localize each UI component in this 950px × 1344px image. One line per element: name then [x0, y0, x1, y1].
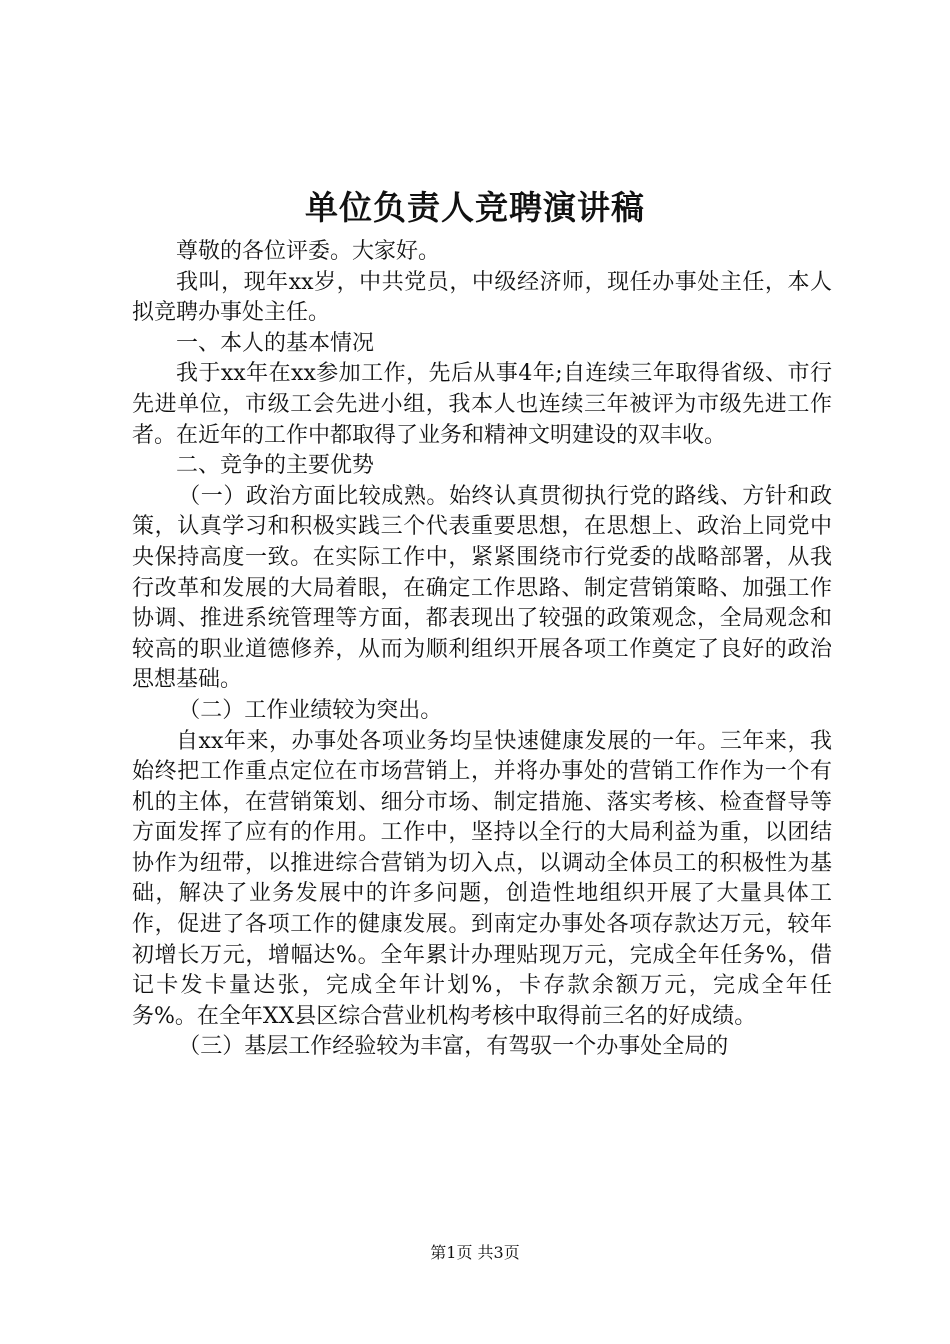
- document-body: [132, 237, 832, 1063]
- experience-paragraph: （三）基层工作经验较为丰富，有驾驭一个办事处全局的: [178, 1034, 729, 1060]
- basic-info-paragraph: 我于xx年在xx参加工作，先后从事4年;自连续三年取得省级、市行先进单位，市级工会先进小组，我本人也连续三年被评为市级先进工作者。在近年的工作中都取得了业务和精神文明建设的双丰收。: [132, 361, 832, 448]
- section-heading-basic-info: 一、本人的基本情况: [176, 330, 375, 356]
- page-number-footer: 第1页 共3页: [430, 1243, 520, 1262]
- self-introduction-paragraph: 我叫，现年xx岁，中共党员，中级经济师，现任办事处主任，本人拟竞聘办事处主任。: [132, 269, 832, 326]
- subheading-performance: （二）工作业绩较为突出。: [178, 697, 443, 723]
- political-maturity-paragraph: （一）政治方面比较成熟。始终认真贯彻执行党的路线、方针和政策，认真学习和积极实践三个代表重要思想，在思想上、政治上同党中央保持高度一致。在实际工作中，紧紧围绕市行党委的战略部署，从我行改革和发展的大局着眼，在确定工作思路、制定营销策略、加强工作协调、推进系统管理等方面，都表现出了较强的政策观念，全局观念和较高的职业道德修养，从而为顺利组织开展各项工作奠定了良好的政治思想基础。: [132, 483, 832, 693]
- document-title: 单位负责人竞聘演讲稿: [305, 188, 645, 227]
- greeting-paragraph: 尊敬的各位评委。大家好。: [176, 239, 441, 264]
- performance-paragraph: 自xx年来，办事处各项业务均呈快速健康发展的一年。三年来，我始终把工作重点定位在市场营销上，并将办事处的营销工作作为一个有机的主体，在营销策划、细分市场、制定措施、落实考核、检查督导等方面发挥了应有的作用。工作中，坚持以全行的大局利益为重，以团结协作为纽带，以推进综合营销为切入点，以调动全体员工的积极性为基础，解决了业务发展中的许多问题，创造性地组织开展了大量具体工作，促进了各项工作的健康发展。到南定办事处各项存款达万元，较年初增长万元，增幅达%。全年累计办理贴现万元，完成全年任务%，借记卡发卡量达张，完成全年计划%，卡存款余额万元，完成全年任务%。在全年XX县区综合营业机构考核中取得前三名的好成绩。: [132, 728, 832, 1029]
- section-heading-advantages: 二、竞争的主要优势: [176, 453, 375, 479]
